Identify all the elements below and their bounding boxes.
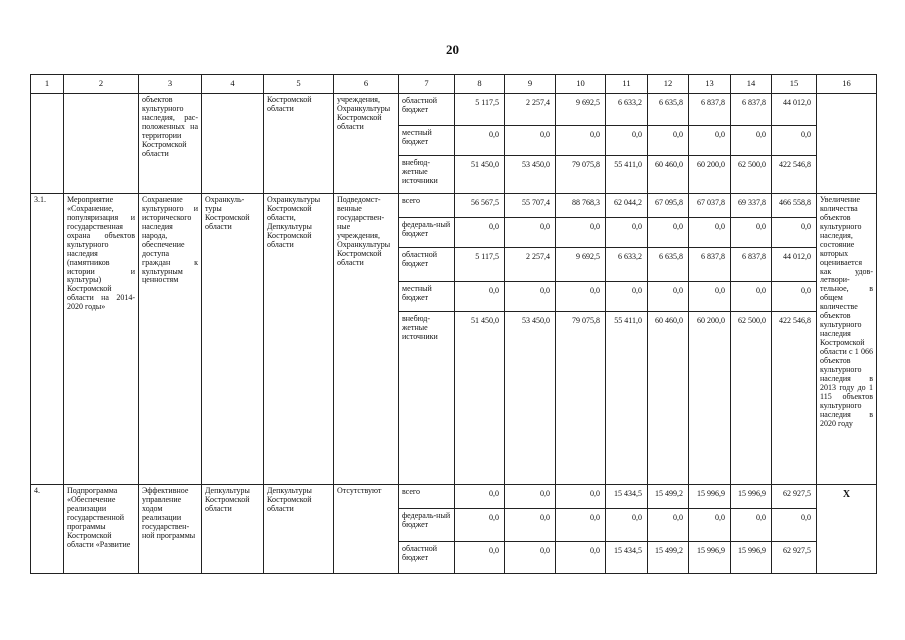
column-number-header: 12	[648, 75, 689, 94]
value-cell: 51 450,0	[455, 311, 505, 484]
value-cell: 15 996,9	[731, 485, 772, 509]
page-number: 20	[446, 42, 459, 57]
table-row	[31, 193, 877, 217]
value-cell: 0,0	[455, 218, 505, 248]
result-cell: Увеличение количества объектов культурного наследия, состояние которых оценивается как удов-летвори-тельное, в общем количестве объектов культурного наследия Костромской области с 1 066 объектов культурного наследия в 2013 году до 1 115 объектов культурного наследия в 2020 году	[817, 193, 877, 484]
value-cell: 60 460,0	[648, 155, 689, 193]
value-cell: 67 037,8	[689, 193, 731, 217]
column-number-header: 2	[64, 75, 139, 94]
funding-source-cell: внебюд-жетные источники	[399, 155, 455, 193]
value-cell: 0,0	[689, 509, 731, 541]
value-cell: 15 434,5	[606, 541, 648, 573]
value-cell: 62 500,0	[731, 311, 772, 484]
value-cell: 0,0	[772, 281, 817, 311]
value-cell: 6 837,8	[689, 248, 731, 281]
funding-source-cell: всего	[399, 485, 455, 509]
column-number-header: 7	[399, 75, 455, 94]
column-number-header: 15	[772, 75, 817, 94]
table-row	[31, 485, 877, 509]
value-cell: 6 635,8	[648, 94, 689, 126]
value-cell: 0,0	[556, 485, 606, 509]
coexecutors-cell: Депкультуры Костромской области	[264, 485, 334, 574]
value-cell: 79 075,8	[556, 311, 606, 484]
value-cell: 5 117,5	[455, 94, 505, 126]
column-number-header: 6	[334, 75, 399, 94]
value-cell: 15 996,9	[731, 541, 772, 573]
coexecutors-cell: Костромской области	[264, 94, 334, 194]
value-cell: 0,0	[731, 281, 772, 311]
value-cell: 0,0	[606, 281, 648, 311]
value-cell: 62 044,2	[606, 193, 648, 217]
responsible-cell	[202, 94, 264, 194]
value-cell: 0,0	[731, 126, 772, 155]
budget-table	[30, 74, 877, 574]
value-cell: 0,0	[505, 281, 556, 311]
value-cell: 6 633,2	[606, 248, 648, 281]
funding-source-cell: областной бюджет	[399, 94, 455, 126]
value-cell: 0,0	[648, 218, 689, 248]
value-cell: 60 200,0	[689, 155, 731, 193]
value-cell: 6 633,2	[606, 94, 648, 126]
measure-name-cell: Мероприятие «Сохранение, популяризация и государственная охрана объектов культурного наследия (памятников истории и культуры) Костромской области на 2014-2020 годы»	[64, 193, 139, 484]
value-cell: 44 012,0	[772, 248, 817, 281]
value-cell: 0,0	[556, 218, 606, 248]
value-cell: 466 558,8	[772, 193, 817, 217]
recipient-cell: Подведомст-венные государствен-ные учреждения, Охранкультуры Костромской области	[334, 193, 399, 484]
measure-name-cell	[64, 94, 139, 194]
value-cell: 56 567,5	[455, 193, 505, 217]
value-cell: 2 257,4	[505, 248, 556, 281]
funding-source-cell: всего	[399, 193, 455, 217]
funding-source-cell: федераль-ный бюджет	[399, 218, 455, 248]
value-cell: 0,0	[772, 509, 817, 541]
column-number-header: 5	[264, 75, 334, 94]
value-cell: 0,0	[606, 126, 648, 155]
value-cell: 0,0	[556, 281, 606, 311]
value-cell: 55 707,4	[505, 193, 556, 217]
column-number-header: 3	[139, 75, 202, 94]
value-cell: 15 499,2	[648, 485, 689, 509]
funding-source-cell: внебюд-жетные источники	[399, 311, 455, 484]
value-cell: 15 499,2	[648, 541, 689, 573]
row-number-cell: 4.	[31, 485, 64, 574]
value-cell: 0,0	[505, 509, 556, 541]
value-cell: 0,0	[648, 126, 689, 155]
value-cell: 6 837,8	[689, 94, 731, 126]
result-cell	[817, 94, 877, 194]
column-number-header-row	[31, 75, 877, 94]
column-number-header: 1	[31, 75, 64, 94]
measure-name-cell: Подпрограмма «Обеспечение реализации государственной программы Костромской области «Развитие	[64, 485, 139, 574]
column-number-header: 11	[606, 75, 648, 94]
funding-source-cell: областной бюджет	[399, 248, 455, 281]
value-cell: 51 450,0	[455, 155, 505, 193]
value-cell: 0,0	[648, 509, 689, 541]
column-number-header: 14	[731, 75, 772, 94]
value-cell: 2 257,4	[505, 94, 556, 126]
value-cell: 15 996,9	[689, 485, 731, 509]
value-cell: 88 768,3	[556, 193, 606, 217]
value-cell: 0,0	[731, 218, 772, 248]
value-cell: 0,0	[455, 281, 505, 311]
value-cell: 0,0	[606, 218, 648, 248]
funding-source-cell: областной бюджет	[399, 541, 455, 573]
value-cell: 79 075,8	[556, 155, 606, 193]
value-cell: 0,0	[505, 218, 556, 248]
column-number-header: 9	[505, 75, 556, 94]
funding-source-cell: местный бюджет	[399, 126, 455, 155]
goal-cell: Эффективное управление ходом реализации государствен-ной программы	[139, 485, 202, 574]
value-cell: 0,0	[556, 126, 606, 155]
value-cell: 0,0	[556, 509, 606, 541]
value-cell: 0,0	[731, 509, 772, 541]
value-cell: 0,0	[689, 281, 731, 311]
column-number-header: 13	[689, 75, 731, 94]
value-cell: 0,0	[455, 485, 505, 509]
value-cell: 9 692,5	[556, 94, 606, 126]
value-cell: 5 117,5	[455, 248, 505, 281]
recipient-cell: учреждения, Охранкультуры Костромской области	[334, 94, 399, 194]
value-cell: 0,0	[606, 509, 648, 541]
value-cell: 6 837,8	[731, 248, 772, 281]
row-number-cell	[31, 94, 64, 194]
value-cell: 0,0	[505, 541, 556, 573]
value-cell: 62 927,5	[772, 541, 817, 573]
result-cell: X	[817, 485, 877, 574]
value-cell: 55 411,0	[606, 311, 648, 484]
value-cell: 0,0	[772, 126, 817, 155]
column-number-header: 16	[817, 75, 877, 94]
value-cell: 69 337,8	[731, 193, 772, 217]
value-cell: 53 450,0	[505, 155, 556, 193]
value-cell: 53 450,0	[505, 311, 556, 484]
value-cell: 0,0	[455, 509, 505, 541]
funding-source-cell: федераль-ный бюджет	[399, 509, 455, 541]
goal-cell: Сохранение культурного и исторического наследия народа, обеспечение доступа граждан к культурным ценностям	[139, 193, 202, 484]
value-cell: 67 095,8	[648, 193, 689, 217]
value-cell: 62 927,5	[772, 485, 817, 509]
value-cell: 62 500,0	[731, 155, 772, 193]
value-cell: 60 200,0	[689, 311, 731, 484]
value-cell: 422 546,8	[772, 311, 817, 484]
value-cell: 422 546,8	[772, 155, 817, 193]
value-cell: 44 012,0	[772, 94, 817, 126]
row-number-cell: 3.1.	[31, 193, 64, 484]
table-row	[31, 94, 877, 126]
value-cell: 0,0	[455, 541, 505, 573]
value-cell: 6 837,8	[731, 94, 772, 126]
responsible-cell: Депкультуры Костромской области	[202, 485, 264, 574]
column-number-header: 10	[556, 75, 606, 94]
recipient-cell: Отсутствуют	[334, 485, 399, 574]
value-cell: 0,0	[455, 126, 505, 155]
value-cell: 15 996,9	[689, 541, 731, 573]
responsible-cell: Охранкуль-туры Костромской области	[202, 193, 264, 484]
value-cell: 0,0	[689, 126, 731, 155]
column-number-header: 4	[202, 75, 264, 94]
value-cell: 0,0	[648, 281, 689, 311]
value-cell: 0,0	[556, 541, 606, 573]
value-cell: 0,0	[772, 218, 817, 248]
value-cell: 6 635,8	[648, 248, 689, 281]
value-cell: 9 692,5	[556, 248, 606, 281]
value-cell: 0,0	[689, 218, 731, 248]
funding-source-cell: местный бюджет	[399, 281, 455, 311]
value-cell: 15 434,5	[606, 485, 648, 509]
value-cell: 0,0	[505, 485, 556, 509]
goal-cell: объектов культурного наследия, рас-положенных на территории Костромской области	[139, 94, 202, 194]
value-cell: 60 460,0	[648, 311, 689, 484]
value-cell: 55 411,0	[606, 155, 648, 193]
coexecutors-cell: Охранкультуры Костромской области, Депкультуры Костромской области	[264, 193, 334, 484]
column-number-header: 8	[455, 75, 505, 94]
value-cell: 0,0	[505, 126, 556, 155]
